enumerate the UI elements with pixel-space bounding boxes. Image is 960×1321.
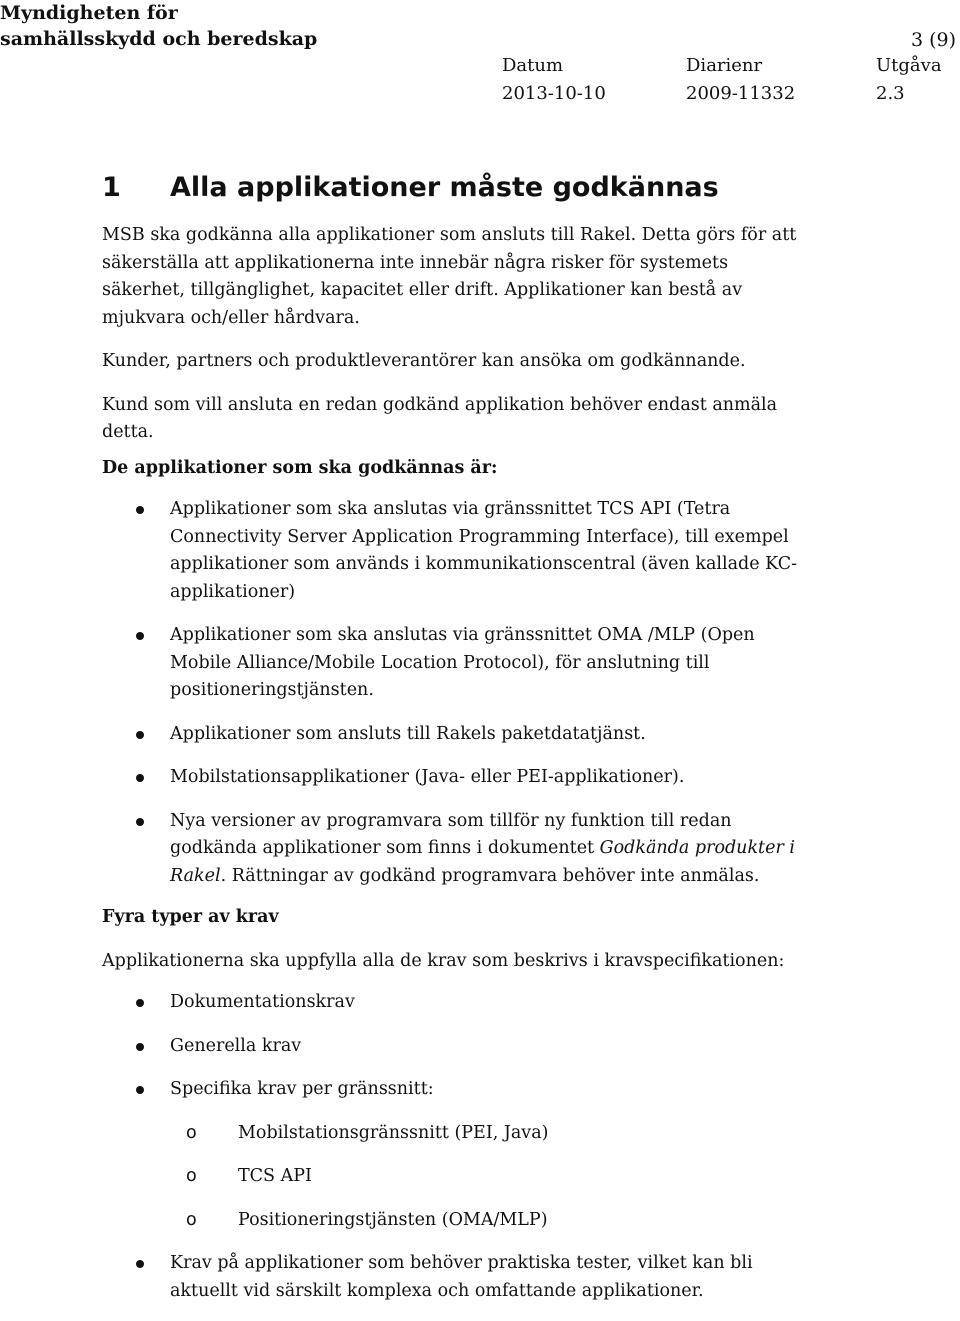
document-body (102, 168, 802, 1321)
sublist-item: o Mobilstationsgränssnitt (PEI, Java) (170, 1120, 802, 1148)
section-number: 1 (102, 172, 121, 203)
list-item: Dokumentationskrav (102, 989, 802, 1017)
bullet-icon (136, 506, 144, 514)
circle-bullet-icon: o (186, 1122, 197, 1143)
bullet-icon (136, 1086, 144, 1094)
section-heading (102, 168, 802, 208)
paragraph-notify: Kund som vill ansluta en redan godkänd applikation behöver endast anmäla detta. (102, 394, 778, 442)
interface-sublist (170, 1120, 802, 1235)
list-item: Mobilstationsapplikationer (Java- eller PEI-applikationer). (102, 764, 802, 792)
bullet-icon (136, 731, 144, 739)
meta-datum (502, 52, 606, 108)
list-item: Generella krav (102, 1033, 802, 1061)
requirements-heading: Fyra typer av krav (102, 907, 279, 927)
datum-value: 2013-10-10 (502, 83, 606, 104)
bullet-icon (136, 1043, 144, 1051)
diarienr-label: Diarienr (686, 55, 763, 76)
sublist-item: o Positioneringstjänsten (OMA/MLP) (170, 1207, 802, 1235)
section-title: Alla applikationer måste godkännas (170, 172, 719, 203)
org-line-2: samhällsskydd och beredskap (0, 28, 318, 50)
list-item: Applikationer som ska anslutas via gränssnittet TCS API (Tetra Connectivity Server Application Programming Interface), till exempel applikationer som används i kommunikationscentral (även kallade KC-applikationer) (102, 496, 802, 606)
page-number: 3 (9) (910, 29, 956, 51)
utgava-value: 2.3 (876, 83, 905, 104)
meta-diarienr (686, 52, 795, 108)
circle-bullet-icon: o (186, 1209, 197, 1230)
paragraph-intro: MSB ska godkänna alla applikationer som ansluts till Rakel. Detta görs för att säkerställa att applikationerna inte innebär några risker för systemets säkerhet, tillgänglighet, kapacitet eller drift. Applikationer kan bestå av mjukvara och/eller hårdvara. (102, 225, 797, 328)
list-item: Applikationer som ansluts till Rakels paketdatatjänst. (102, 721, 802, 749)
list-item: Applikationer som ska anslutas via gränssnittet OMA /MLP (Open Mobile Alliance/Mobile Location Protocol), för anslutning till positioneringstjänsten. (102, 622, 802, 705)
bullet-icon (136, 774, 144, 782)
paragraph-applicants: Kunder, partners och produktleverantörer kan ansöka om godkännande. (102, 351, 746, 371)
list-item: Specifika krav per gränssnitt: o Mobilstationsgränssnitt (PEI, Java) o TCS API o Positioneringstjänsten (OMA/MLP) (102, 1076, 802, 1234)
requirements-list (102, 989, 802, 1305)
bullet-icon (136, 818, 144, 826)
organization-name (0, 0, 317, 52)
bullet-icon (136, 999, 144, 1007)
list-heading: De applikationer som ska godkännas är: (102, 457, 498, 478)
requirements-intro: Applikationerna ska uppfylla alla de krav som beskrivs i kravspecifikationen: (102, 950, 785, 971)
list-item: Nya versioner av programvara som tillför ny funktion till redan godkända applikationer som finns i dokumentet Godkända produkter i Rakel. Rättningar av godkänd programvara behöver inte anmälas. (102, 808, 802, 891)
datum-label: Datum (502, 55, 564, 76)
meta-utgava (876, 52, 942, 108)
sublist-item: o TCS API (170, 1163, 802, 1191)
circle-bullet-icon: o (186, 1166, 197, 1186)
org-line-1: Myndigheten för (0, 2, 178, 24)
approval-list (102, 496, 802, 890)
document-reference: Godkända produkter i Rakel (170, 838, 795, 886)
bullet-icon (136, 632, 144, 640)
list-item: Krav på applikationer som behöver praktiska tester, vilket kan bli aktuellt vid särskilt komplexa och omfattande applikationer. (102, 1250, 802, 1305)
utgava-label: Utgåva (876, 55, 942, 76)
bullet-icon (136, 1260, 144, 1268)
diarienr-value: 2009-11332 (686, 83, 796, 104)
